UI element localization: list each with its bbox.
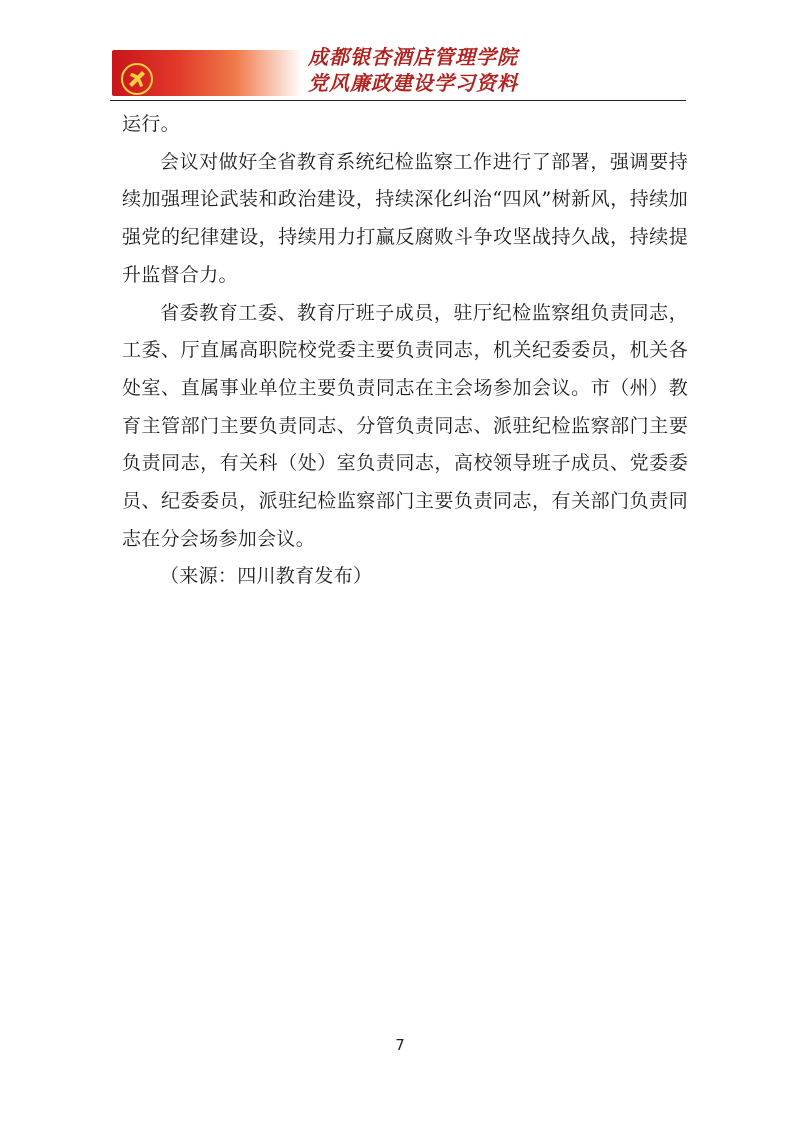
header-title bbox=[308, 44, 686, 96]
page-number: 7 bbox=[395, 1036, 405, 1054]
source-note: （来源：四川教育发布） bbox=[160, 565, 373, 588]
header-line-2: 党风廉政建设学习资料 bbox=[308, 71, 518, 95]
paragraph-meeting-deployment: 会议对做好全省教育系统纪检监察工作进行了部署，强调要持续加强理论武装和政治建设，持续深化纠治“四风”树新风，持续加强党的纪律建设，持续用力打赢反腐败斗争攻坚战持久战，持续提升监督合力。 bbox=[122, 150, 688, 286]
paragraph-attendees: 省委教育工委、教育厅班子成员，驻厅纪检监察组负责同志，工委、厅直属高职院校党委主要负责同志，机关纪委委员，机关各处室、直属事业单位主要负责同志在主会场参加会议。市（州）教育主管部门主要负责同志、分管负责同志、派驻纪检监察部门主要负责同志，有关科（处）室负责同志，高校领导班子成员、党委委员、纪委委员，派驻纪检监察部门主要负责同志，有关部门负责同志在分会场参加会议。 bbox=[122, 301, 688, 550]
header-line-1: 成都银杏酒店管理学院 bbox=[308, 45, 518, 69]
document-header bbox=[112, 44, 686, 100]
red-flag-banner bbox=[112, 50, 302, 96]
paragraph-continuation: 运行。 bbox=[122, 113, 180, 135]
document-body bbox=[122, 106, 688, 596]
party-emblem-icon bbox=[120, 62, 154, 96]
header-divider bbox=[110, 100, 686, 101]
